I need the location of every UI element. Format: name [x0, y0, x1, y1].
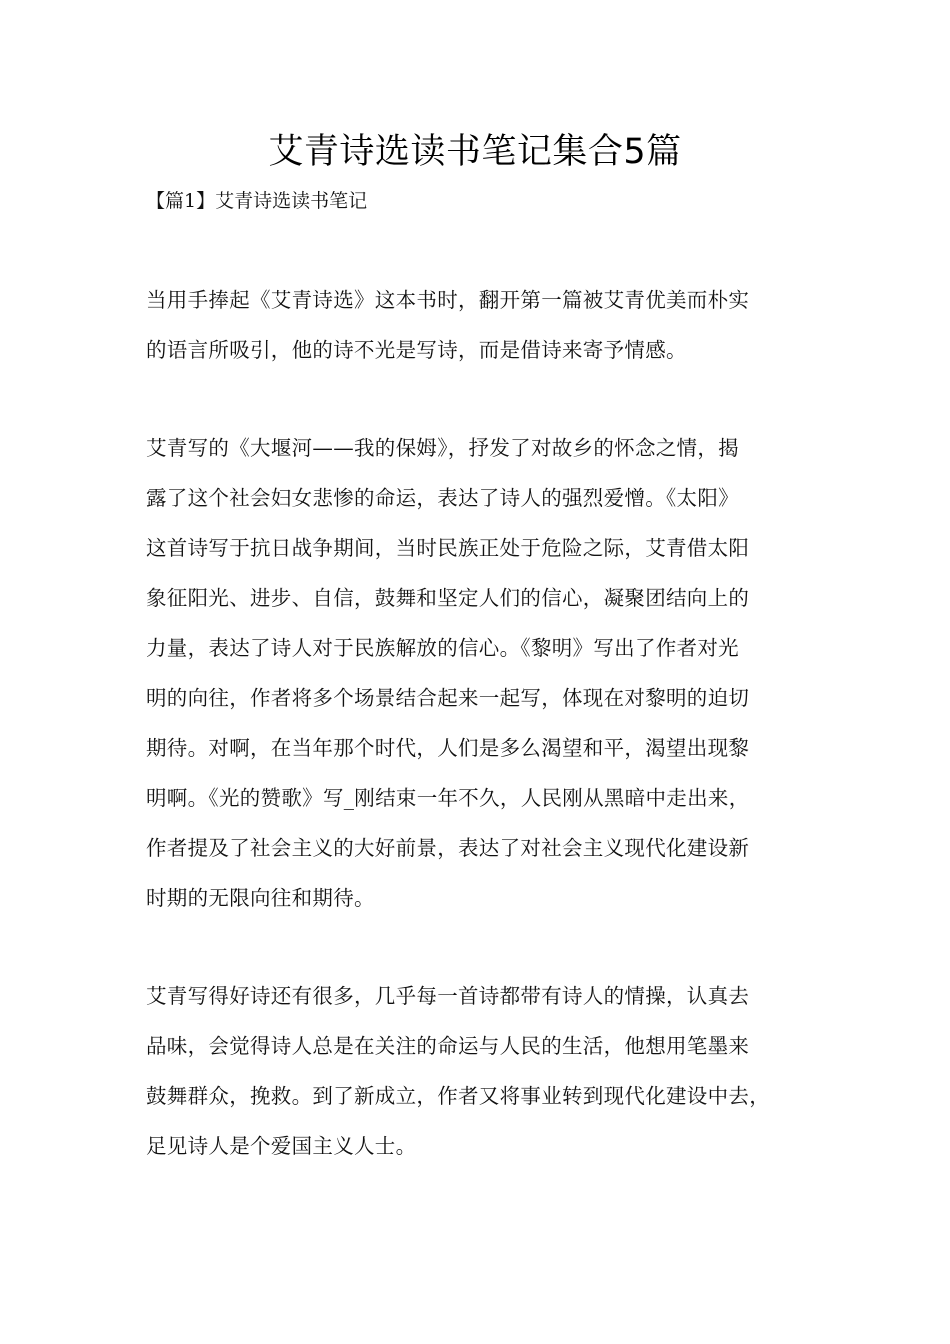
paragraph-line: 露了这个社会妇女悲惨的命运，表达了诗人的强烈爱憎。《太阳》: [146, 486, 739, 510]
paragraph-line: 作者提及了社会主义的大好前景，表达了对社会主义现代化建设新: [146, 836, 750, 860]
document-title: 艾青诗选读书笔记集合5篇: [268, 132, 682, 172]
paragraph-line: 艾青写的《大堰河——我的保姆》，抒发了对故乡的怀念之情，揭: [146, 436, 739, 460]
section-heading: 【篇1】艾青诗选读书笔记: [146, 190, 368, 212]
paragraph-1: [146, 275, 826, 375]
paragraph-line: 时期的无限向往和期待。: [146, 886, 375, 910]
paragraph-line: 这首诗写于抗日战争期间，当时民族正处于危险之际，艾青借太阳: [146, 536, 750, 560]
paragraph-line: 的语言所吸引，他的诗不光是写诗，而是借诗来寄予情感。: [146, 338, 687, 362]
paragraph-line: 当用手捧起《艾青诗选》这本书时，翻开第一篇被艾青优美而朴实: [146, 288, 750, 312]
paragraph-line: 象征阳光、进步、自信，鼓舞和坚定人们的信心，凝聚团结向上的: [146, 586, 750, 610]
paragraph-line: 艾青写得好诗还有很多，几乎每一首诗都带有诗人的情操，认真去: [146, 984, 750, 1008]
paragraph-line: 力量，表达了诗人对于民族解放的信心。《黎明》写出了作者对光: [146, 636, 739, 660]
paragraph-2: [146, 423, 826, 923]
paragraph-line: 明啊。《光的赞歌》写_刚结束一年不久，人民刚从黑暗中走出来，: [146, 786, 750, 810]
paragraph-3: [146, 971, 826, 1171]
paragraph-line: 品味，会觉得诗人总是在关注的命运与人民的生活，他想用笔墨来: [146, 1034, 750, 1058]
paragraph-line: 足见诗人是个爱国主义人士。: [146, 1134, 417, 1158]
paragraph-line: 鼓舞群众，挽救。到了新成立，作者又将事业转到现代化建设中去，: [146, 1084, 770, 1108]
paragraph-line: 期待。对啊，在当年那个时代，人们是多么渴望和平，渴望出现黎: [146, 736, 750, 760]
paragraph-line: 明的向往，作者将多个场景结合起来一起写，体现在对黎明的迫切: [146, 686, 750, 710]
